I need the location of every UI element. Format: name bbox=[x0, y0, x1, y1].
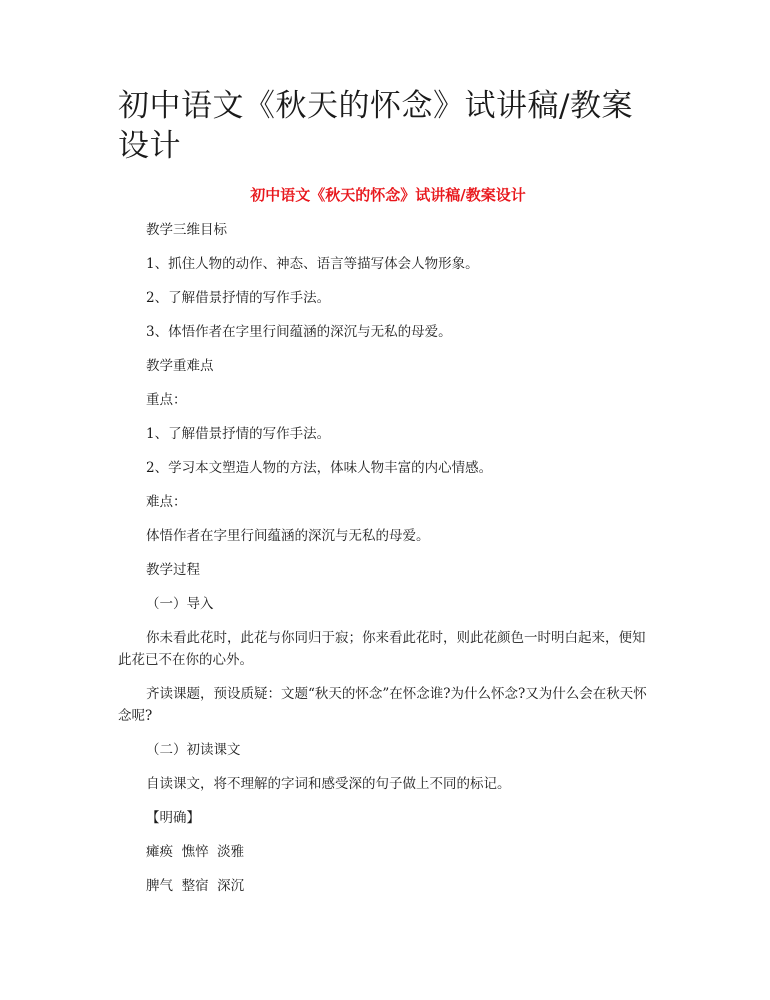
paragraph-section-first-reading: （二）初读课文 bbox=[146, 742, 241, 758]
paragraph-key-1: 1、了解借景抒情的写作手法。 bbox=[146, 426, 331, 442]
paragraph-intro-question: 齐读课题，预设质疑：文题“秋天的怀念”在怀念谁?为什么怀念?又为什么会在秋天怀念呢? bbox=[118, 686, 647, 724]
paragraph-goal-1: 1、抓住人物的动作、神态、语言等描写体会人物形象。 bbox=[146, 256, 479, 272]
paragraph-goal-2: 2、了解借景抒情的写作手法。 bbox=[146, 290, 331, 306]
paragraph-key-label: 重点： bbox=[146, 392, 187, 408]
document-subtitle: 初中语文《秋天的怀念》试讲稿/教案设计 bbox=[250, 186, 526, 204]
paragraph-vocab-1: 瘫痪 憔悴 淡雅 bbox=[146, 844, 245, 860]
paragraph-first-reading-task: 自读课文，将不理解的字词和感受深的句子做上不同的标记。 bbox=[146, 776, 511, 792]
paragraph-heading-process: 教学过程 bbox=[146, 562, 200, 578]
document-title: 初中语文《秋天的怀念》试讲稿/教案设计 bbox=[118, 88, 633, 164]
paragraph-heading-key-points: 教学重难点 bbox=[146, 358, 214, 374]
paragraph-clarify-label: 【明确】 bbox=[146, 810, 200, 826]
paragraph-difficulty-label: 难点： bbox=[146, 494, 187, 510]
paragraph-heading-goals: 教学三维目标 bbox=[146, 222, 227, 238]
paragraph-key-2: 2、学习本文塑造人物的方法，体味人物丰富的内心情感。 bbox=[146, 460, 493, 476]
paragraph-intro-quote: 你未看此花时，此花与你同归于寂；你来看此花时，则此花颜色一时明白起来，便知此花已不在你的心外。 bbox=[118, 630, 646, 668]
paragraph-goal-3: 3、体悟作者在字里行间蕴涵的深沉与无私的母爱。 bbox=[146, 324, 452, 340]
paragraph-section-intro: （一）导入 bbox=[146, 596, 214, 612]
paragraph-vocab-2: 脾气 整宿 深沉 bbox=[146, 878, 245, 894]
paragraph-difficulty-1: 体悟作者在字里行间蕴涵的深沉与无私的母爱。 bbox=[146, 528, 430, 544]
document-page bbox=[118, 86, 658, 897]
